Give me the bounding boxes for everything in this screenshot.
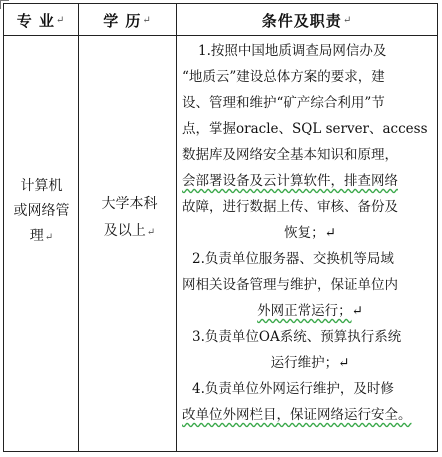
education-line: 及以上↵ [103,223,156,239]
header-major: 专 业 ↵ [16,11,66,30]
duty-line: 网相关设备管理与维护，保证单位内 [182,277,398,293]
duty-line: 外网正常运行；↵ [257,303,363,319]
duty-line: 会部署设备及云计算软件，排查网络 [182,173,398,189]
major-line: 或网络管 [13,203,70,219]
duty-line: 4.负责单位外网运行维护，及时修 [192,381,394,397]
education-line: 大学本科 [101,196,158,212]
duty-line: 2.负责单位服务器、交换机等局域 [192,251,394,267]
duty-line: 1.按照中国地质调查局网信办及 [198,43,387,59]
duty-line: 恢复；↵ [284,225,336,241]
header-duties: 条件及职责 ↵ [261,11,353,30]
major-line: 理↵ [29,228,54,244]
duty-line: “地质云”建设总体方案的要求，建 [182,69,385,85]
job-requirements-table [3,3,438,452]
header-education: 学 历 ↵ [103,11,152,30]
duty-line: 3.负责单位OA系统、预算执行系统 [192,329,402,345]
duty-line: 点，掌握oracle、SQL server、access [182,121,428,137]
duty-line: 设、管理和维护“矿产综合利用”节 [182,95,385,111]
duty-line: 数据库及网络安全基本知识和原理， [182,147,398,163]
duty-line: 改单位外网栏目，保证网络运行安全。 [182,407,412,423]
major-line: 计算机 [20,178,63,194]
duty-line: 故障，进行数据上传、审核、备份及 [182,199,398,215]
duty-line: 运行维护；↵ [270,355,350,371]
column-divider-1 [78,4,79,451]
cell-education [82,191,177,246]
cell-major [5,174,78,250]
